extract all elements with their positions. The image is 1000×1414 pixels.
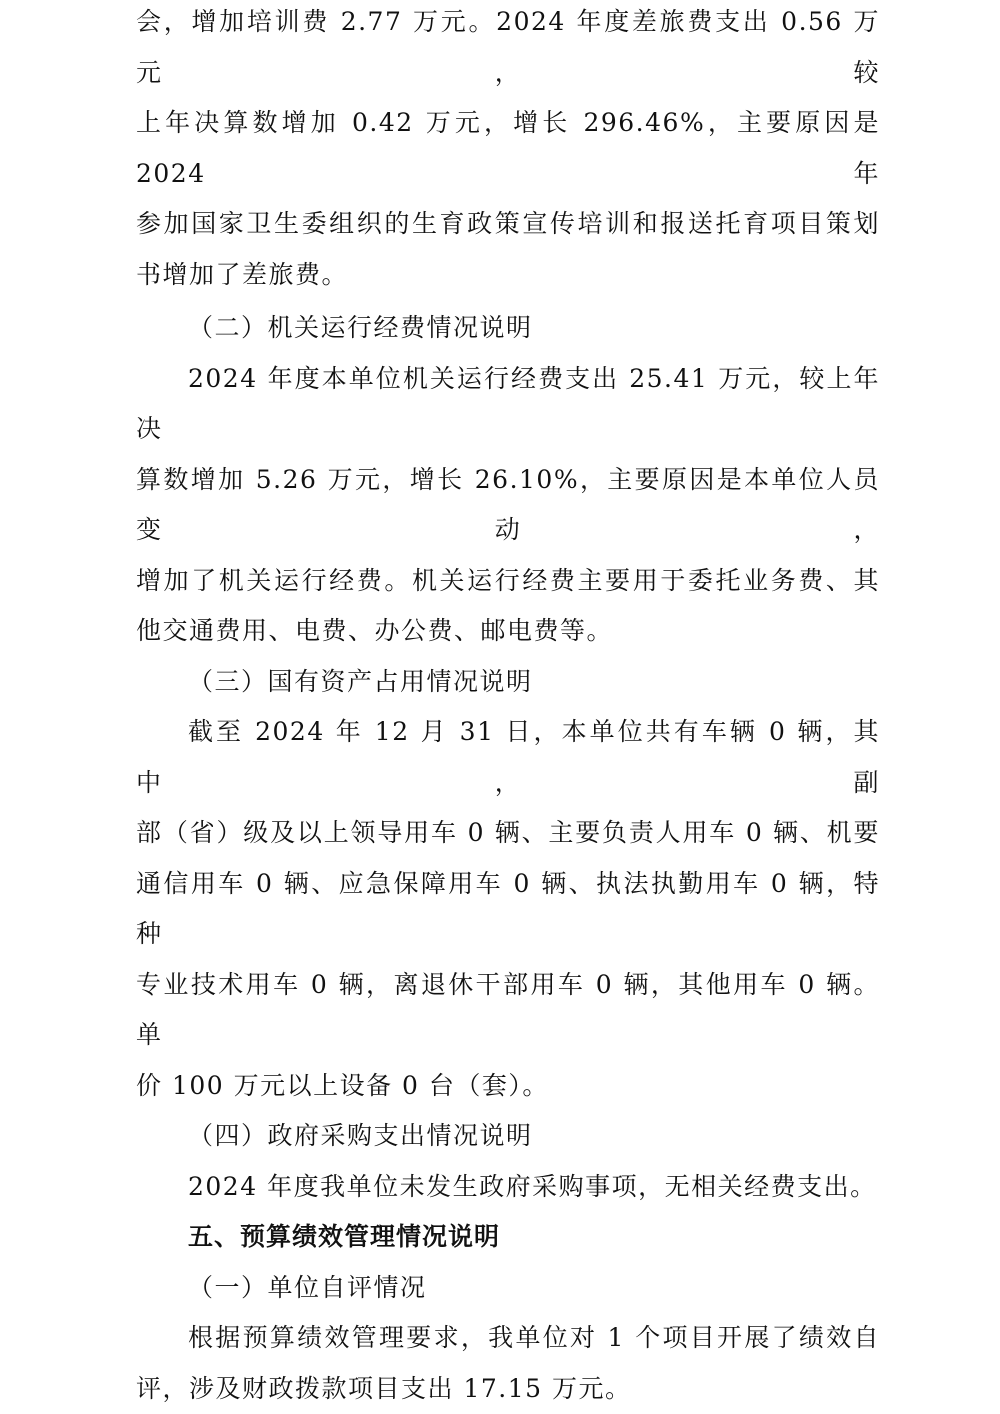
text-line: 根据预算绩效管理要求，我单位对 1 个项目开展了绩效自 bbox=[136, 1313, 880, 1364]
text-line: 2024 年度本单位机关运行经费支出 25.41 万元，较上年决 bbox=[136, 354, 880, 455]
text-line: 部（省）级及以上领导用车 0 辆、主要负责人用车 0 辆、机要 bbox=[136, 808, 880, 859]
text-line: 他交通费用、电费、办公费、邮电费等。 bbox=[136, 606, 880, 657]
section-heading-operating-expenses: （二）机关运行经费情况说明 bbox=[136, 303, 880, 354]
text-line: 评，涉及财政拨款项目支出 17.15 万元。 bbox=[136, 1364, 880, 1414]
text-line: 参加国家卫生委组织的生育政策宣传培训和报送托育项目策划 bbox=[136, 199, 880, 250]
section-heading-state-assets: （三）国有资产占用情况说明 bbox=[136, 657, 880, 708]
text-line: 算数增加 5.26 万元，增长 26.10%，主要原因是本单位人员变动， bbox=[136, 455, 880, 556]
text-line: 通信用车 0 辆、应急保障用车 0 辆、执法执勤用车 0 辆，特种 bbox=[136, 859, 880, 960]
text-line: 专业技术用车 0 辆，离退休干部用车 0 辆，其他用车 0 辆。单 bbox=[136, 960, 880, 1061]
document-page bbox=[136, 0, 880, 1414]
section-heading-self-evaluation: （一）单位自评情况 bbox=[136, 1263, 880, 1314]
paragraph-training-travel bbox=[136, 0, 880, 300]
section-heading-performance-management: 五、预算绩效管理情况说明 bbox=[136, 1212, 880, 1263]
paragraph-self-evaluation bbox=[136, 1313, 880, 1414]
paragraph-operating-expenses bbox=[136, 354, 880, 657]
section-heading-procurement: （四）政府采购支出情况说明 bbox=[136, 1111, 880, 1162]
paragraph-state-assets bbox=[136, 707, 880, 1111]
paragraph-procurement bbox=[136, 1162, 880, 1213]
text-line: 2024 年度我单位未发生政府采购事项，无相关经费支出。 bbox=[136, 1162, 880, 1213]
text-line: 上年决算数增加 0.42 万元，增长 296.46%，主要原因是 2024 年 bbox=[136, 98, 880, 199]
text-line: 书增加了差旅费。 bbox=[136, 250, 880, 301]
text-line: 截至 2024 年 12 月 31 日，本单位共有车辆 0 辆，其中，副 bbox=[136, 707, 880, 808]
text-line: 增加了机关运行经费。机关运行经费主要用于委托业务费、其 bbox=[136, 556, 880, 607]
text-line: 价 100 万元以上设备 0 台（套）。 bbox=[136, 1061, 880, 1112]
text-line: 会，增加培训费 2.77 万元。2024 年度差旅费支出 0.56 万元，较 bbox=[136, 0, 880, 98]
